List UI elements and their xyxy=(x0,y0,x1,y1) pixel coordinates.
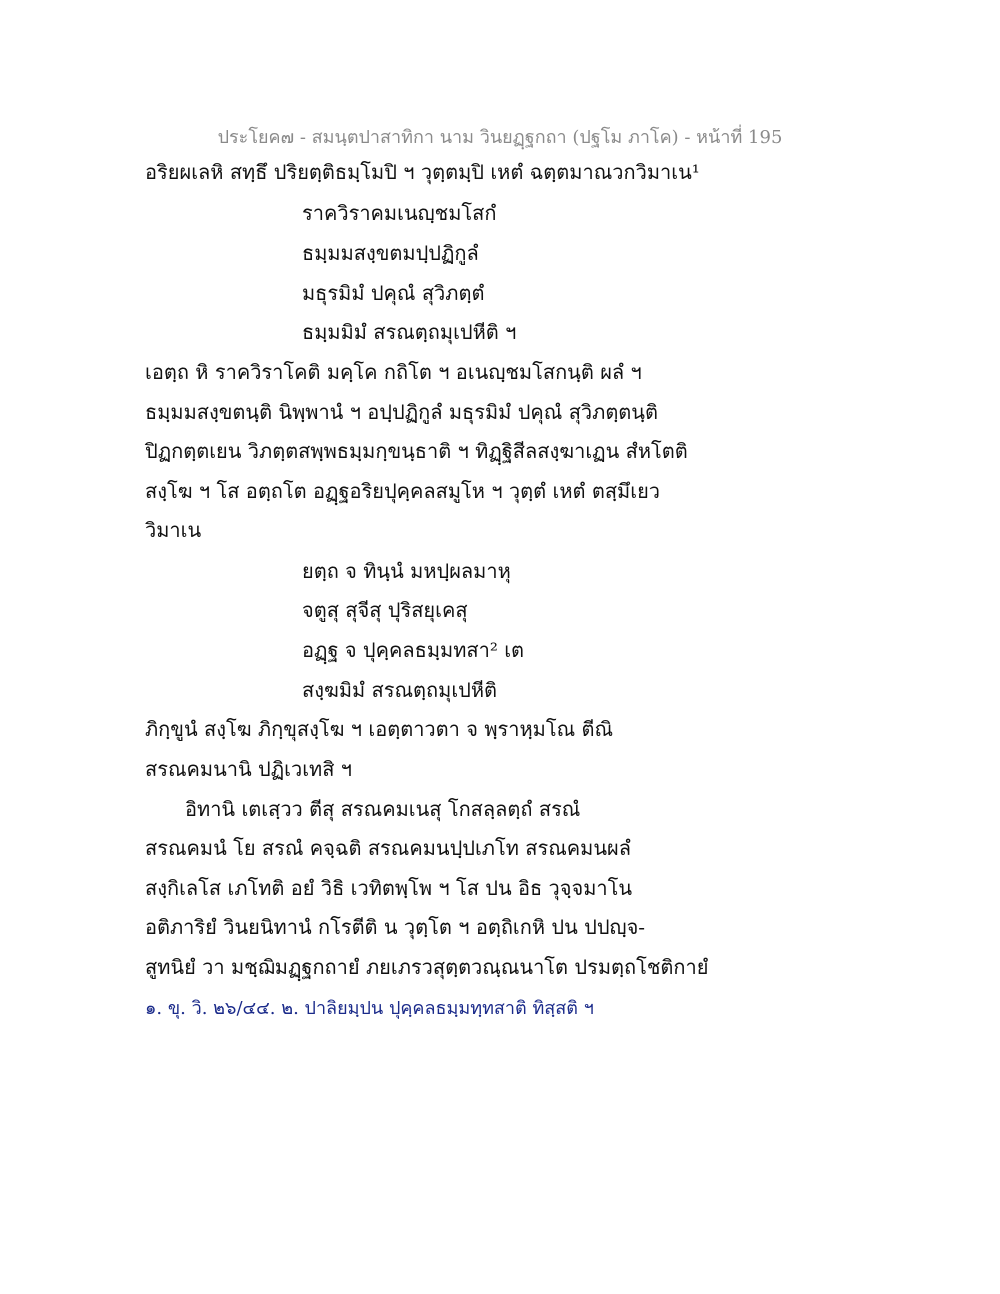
verse-line: ยตฺถ จ ทินฺนํ มหปฺผลมาหุ xyxy=(302,559,511,583)
verse-line: อฏฺฐ จ ปุคฺคลธมฺมทสา² เต xyxy=(302,638,525,662)
body-line: อติภาริยํ วินยนิทานํ กโรตีติ น วุตฺโต ฯ อตฺถิเกหิ ปน ปปญฺจ- xyxy=(145,915,646,939)
body-line: วิมาเน xyxy=(145,518,202,542)
body-line: ภิกฺขูนํ สงฺโฆ ภิกฺขุสงฺโฆ ฯ เอตฺตาวตา จ พฺราหฺมโณ ตีณิ xyxy=(145,717,614,741)
body-line: สูทนิยํ วา มชฺฌิมฏฺฐกถายํ ภยเภรวสุตฺตวณฺณนาโต ปรมตฺถโชติกายํ xyxy=(145,955,709,979)
paragraph-start-line: อิทานิ เตเสฺวว ตีสุ สรณคมเนสุ โกสลฺลตฺถํ สรณํ xyxy=(185,797,581,821)
verse-line: ธมฺมมสงฺขตมปฺปฏิกูลํ xyxy=(302,241,479,265)
verse-line: สงฺฆมิมํ สรณตฺถมุเปหีติ xyxy=(302,678,498,702)
body-line: ธมฺมมสงฺขตนฺติ นิพฺพานํ ฯ อปฺปฏิกูลํ มธุรมิมํ ปคุณํ สุวิภตฺตนฺติ xyxy=(145,400,658,424)
body-line: สงฺกิเลโส เภโทติ อยํ วิธิ เวทิตพฺโพ ฯ โส ปน อิธ วุจฺจมาโน xyxy=(145,876,633,900)
body-line: สรณคมนานิ ปฏิเวเทสิ ฯ xyxy=(145,757,353,781)
body-line: เอตฺถ หิ ราควิราโคติ มคฺโค กถิโต ฯ อเนญฺชมโสกนฺติ ผลํ ฯ xyxy=(145,360,642,384)
body-line: อริยผเลหิ สทฺธึ ปริยตฺติธมฺโมปิ ฯ วุตฺตมฺปิ เหตํ ฉตฺตมาณวกวิมาเน¹ xyxy=(145,160,700,184)
verse-line: จตูสุ สุจีสุ ปุริสยุเคสุ xyxy=(302,598,468,622)
verse-line: มธุรมิมํ ปคุณํ สุวิภตฺตํ xyxy=(302,281,485,305)
footnotes: ๑. ขุ. วิ. ๒๖/๔๔. ๒. ปาลิยมฺปน ปุคฺคลธมฺมทฺทสาติ ทิสฺสติ ฯ xyxy=(145,998,594,1019)
verse-line: ธมฺมมิมํ สรณตฺถมุเปหีติ ฯ xyxy=(302,320,517,344)
body-line: สรณคมนํ โย สรณํ คจฺฉติ สรณคมนปฺปเภโท สรณคมนผลํ xyxy=(145,836,631,860)
body-line: สงฺโฆ ฯ โส อตฺถโต อฏฺฐอริยปุคฺคลสมูโห ฯ วุตฺตํ เหตํ ตสฺมึเยว xyxy=(145,479,661,503)
verse-line: ราควิราคมเนญฺชมโสกํ xyxy=(302,201,497,225)
body-line: ปิฏกตฺตเยน วิภตฺตสพฺพธมฺมกฺขนฺธาติ ฯ ทิฏฺฐิสีลสงฺฆาเฏน สํหโตติ xyxy=(145,439,688,463)
page-header: ประโยค๗ - สมนฺตปาสาทิกา นาม วินยฏฺฐกถา (ปฐโม ภาโค) - หน้าที่ 195 xyxy=(217,127,783,148)
